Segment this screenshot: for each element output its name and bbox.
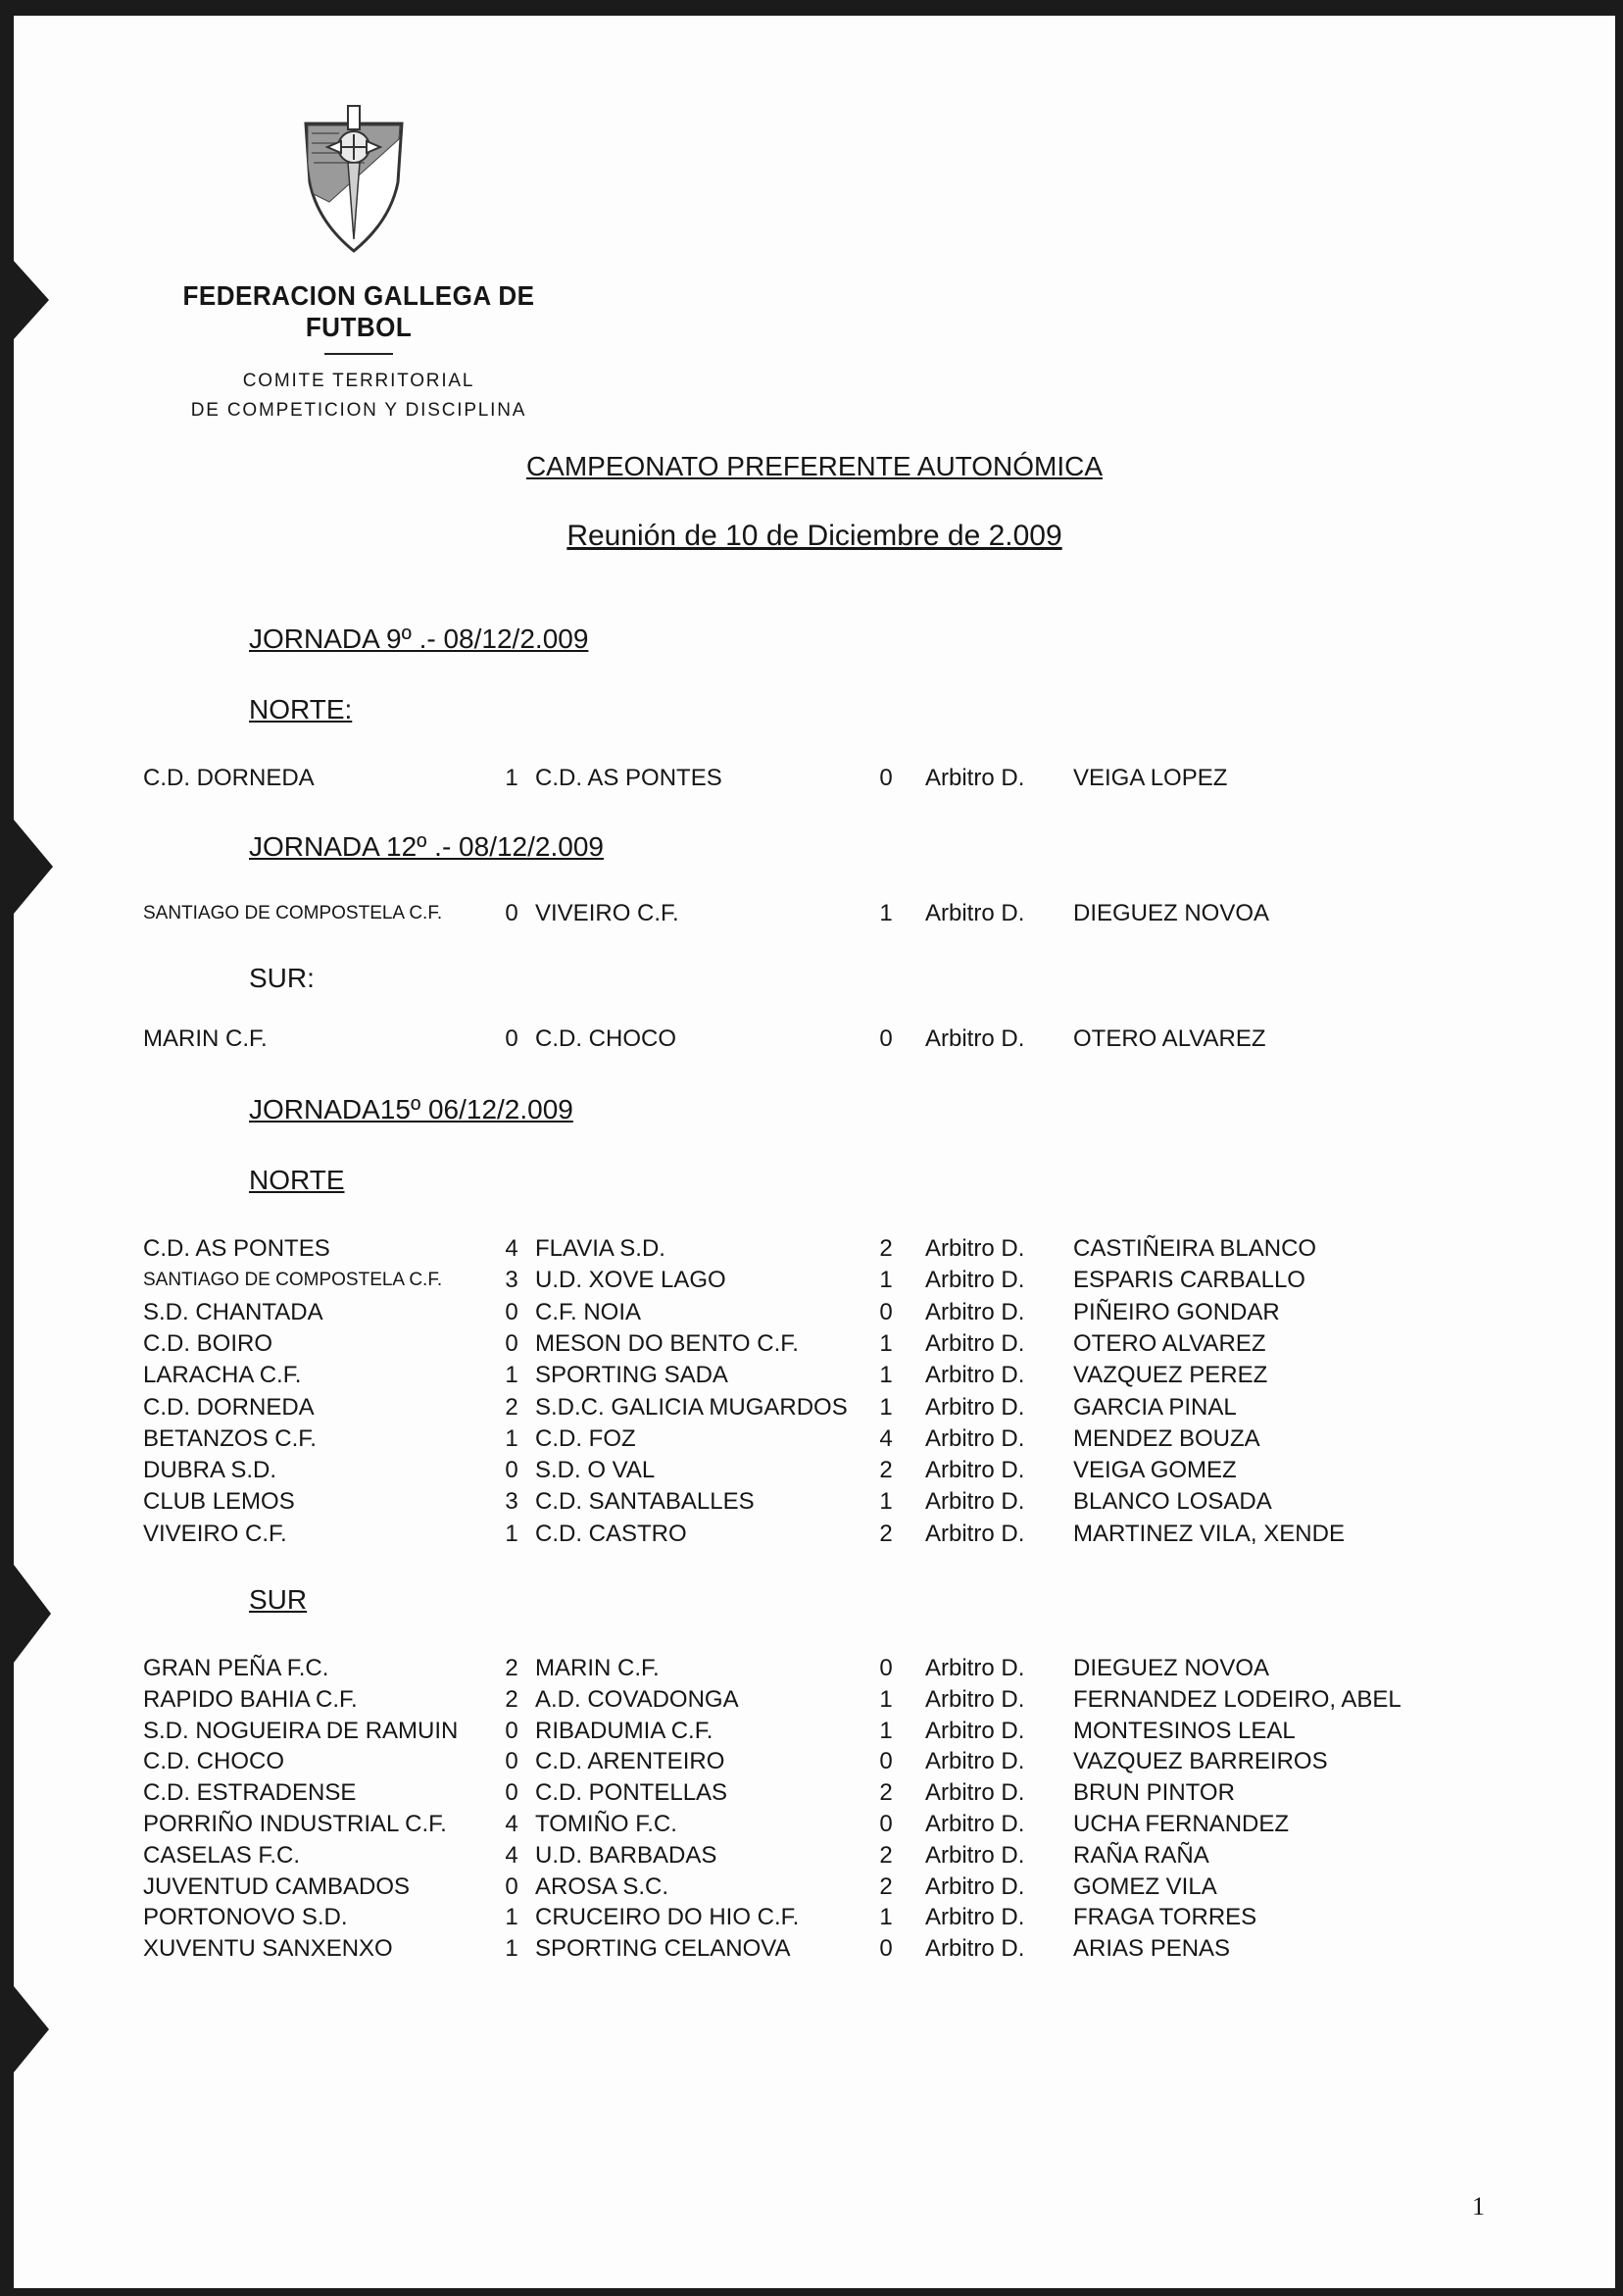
referee-name: MONTESINOS LEAL bbox=[1073, 1717, 1296, 1744]
away-score: 0 bbox=[879, 1748, 893, 1775]
j15-zone-norte: NORTE bbox=[249, 1165, 345, 1195]
organization-name: FEDERACION GALLEGA DE FUTBOL bbox=[182, 280, 535, 342]
home-score: 0 bbox=[505, 1779, 518, 1807]
away-score: 1 bbox=[879, 1329, 893, 1357]
away-score: 2 bbox=[879, 1872, 893, 1900]
home-score: 0 bbox=[505, 1329, 518, 1357]
match-row bbox=[14, 1653, 1615, 1684]
referee-label: Arbitro D. bbox=[925, 1298, 1025, 1325]
scan-edge-mark bbox=[14, 1565, 51, 1663]
home-score: 3 bbox=[505, 1267, 518, 1294]
away-team: S.D. O VAL bbox=[535, 1457, 656, 1484]
referee-name: VEIGA GOMEZ bbox=[1073, 1457, 1237, 1484]
referee-label: Arbitro D. bbox=[925, 1329, 1025, 1357]
home-score: 1 bbox=[505, 765, 518, 791]
home-team: CLUB LEMOS bbox=[143, 1488, 295, 1516]
home-team: C.D. ESTRADENSE bbox=[143, 1779, 357, 1807]
referee-name: UCHA FERNANDEZ bbox=[1073, 1811, 1290, 1837]
home-team: S.D. NOGUEIRA DE RAMUIN bbox=[143, 1717, 459, 1744]
match-row bbox=[14, 1455, 1615, 1486]
jornada-12-heading: JORNADA 12º .- 08/12/2.009 bbox=[249, 831, 604, 862]
referee-name: BRUN PINTOR bbox=[1073, 1779, 1235, 1807]
away-score: 1 bbox=[879, 1362, 893, 1389]
match-row bbox=[14, 1809, 1615, 1840]
match-row bbox=[14, 1023, 1615, 1055]
match-row bbox=[14, 1392, 1615, 1423]
home-score: 4 bbox=[505, 1811, 518, 1837]
championship-title: CAMPEONATO PREFERENTE AUTONÓMICA bbox=[525, 451, 1104, 481]
header-divider bbox=[324, 353, 393, 355]
away-score: 2 bbox=[879, 1457, 893, 1484]
home-team: GRAN PEÑA F.C. bbox=[143, 1655, 329, 1681]
referee-name: FERNANDEZ LODEIRO, ABEL bbox=[1073, 1685, 1402, 1713]
referee-label: Arbitro D. bbox=[925, 1025, 1025, 1052]
referee-label: Arbitro D. bbox=[925, 1841, 1025, 1869]
home-team: S.D. CHANTADA bbox=[143, 1298, 323, 1325]
match-row bbox=[14, 763, 1615, 794]
away-team: U.D. BARBADAS bbox=[535, 1841, 717, 1869]
match-row bbox=[14, 1777, 1615, 1809]
home-score: 2 bbox=[505, 1655, 518, 1681]
referee-name: ESPARIS CARBALLO bbox=[1073, 1267, 1305, 1294]
away-score: 0 bbox=[879, 1025, 893, 1052]
committee-line-1: COMITE TERRITORIAL bbox=[242, 371, 475, 391]
home-team: DUBRA S.D. bbox=[143, 1457, 277, 1484]
match-row bbox=[14, 1902, 1615, 1933]
home-score: 0 bbox=[505, 900, 518, 926]
match-row bbox=[14, 1328, 1615, 1360]
away-score: 1 bbox=[879, 1717, 893, 1744]
home-team: JUVENTUD CAMBADOS bbox=[143, 1872, 411, 1900]
match-row bbox=[14, 1933, 1615, 1965]
away-team: C.D. ARENTEIRO bbox=[535, 1748, 725, 1775]
match-row bbox=[14, 1265, 1615, 1296]
home-team: VIVEIRO C.F. bbox=[143, 1520, 287, 1547]
referee-label: Arbitro D. bbox=[925, 1267, 1025, 1294]
away-team: C.D. CHOCO bbox=[535, 1025, 676, 1052]
referee-label: Arbitro D. bbox=[925, 1935, 1025, 1963]
away-team: TOMIÑO F.C. bbox=[535, 1811, 677, 1837]
federation-header bbox=[133, 280, 584, 425]
referee-label: Arbitro D. bbox=[925, 1362, 1025, 1389]
match-row bbox=[14, 1297, 1615, 1328]
match-row bbox=[14, 1486, 1615, 1518]
home-team: C.D. DORNEDA bbox=[143, 765, 315, 791]
referee-label: Arbitro D. bbox=[925, 1655, 1025, 1681]
home-team: MARIN C.F. bbox=[143, 1025, 268, 1052]
home-score: 4 bbox=[505, 1841, 518, 1869]
away-team: U.D. XOVE LAGO bbox=[535, 1267, 726, 1294]
referee-label: Arbitro D. bbox=[925, 1488, 1025, 1516]
home-score: 1 bbox=[505, 1904, 518, 1931]
match-row bbox=[14, 1684, 1615, 1716]
referee-label: Arbitro D. bbox=[925, 1904, 1025, 1931]
referee-name: FRAGA TORRES bbox=[1073, 1904, 1257, 1931]
home-score: 0 bbox=[505, 1025, 518, 1052]
away-team: C.D. SANTABALLES bbox=[535, 1488, 755, 1516]
home-team: C.D. CHOCO bbox=[143, 1748, 284, 1775]
home-score: 1 bbox=[505, 1520, 518, 1547]
referee-label: Arbitro D. bbox=[925, 900, 1025, 926]
referee-label: Arbitro D. bbox=[925, 1520, 1025, 1547]
home-team: C.D. AS PONTES bbox=[143, 1235, 330, 1262]
referee-name: OTERO ALVAREZ bbox=[1073, 1025, 1266, 1052]
away-team: RIBADUMIA C.F. bbox=[535, 1717, 713, 1744]
away-team: FLAVIA S.D. bbox=[535, 1235, 665, 1262]
away-team: C.D. PONTELLAS bbox=[535, 1779, 728, 1807]
away-team: AROSA S.C. bbox=[535, 1872, 669, 1900]
referee-name: PIÑEIRO GONDAR bbox=[1073, 1298, 1280, 1325]
away-score: 4 bbox=[879, 1424, 893, 1452]
j9-zone-norte: NORTE: bbox=[249, 694, 353, 724]
referee-label: Arbitro D. bbox=[925, 1457, 1025, 1484]
home-score: 1 bbox=[505, 1935, 518, 1963]
away-team: C.D. AS PONTES bbox=[535, 765, 722, 791]
referee-name: BLANCO LOSADA bbox=[1073, 1488, 1272, 1516]
away-score: 0 bbox=[879, 1298, 893, 1325]
home-team: CASELAS F.C. bbox=[143, 1841, 301, 1869]
scan-edge-mark bbox=[14, 261, 49, 339]
match-row bbox=[14, 1360, 1615, 1391]
away-team: VIVEIRO C.F. bbox=[535, 900, 679, 926]
away-team: MARIN C.F. bbox=[535, 1655, 660, 1681]
home-score: 2 bbox=[505, 1393, 518, 1421]
home-team: SANTIAGO DE COMPOSTELA C.F. bbox=[143, 903, 443, 923]
away-score: 2 bbox=[879, 1235, 893, 1262]
match-row bbox=[14, 1840, 1615, 1872]
referee-name: DIEGUEZ NOVOA bbox=[1073, 1655, 1270, 1681]
referee-label: Arbitro D. bbox=[925, 1235, 1025, 1262]
match-row bbox=[14, 1233, 1615, 1265]
away-score: 1 bbox=[879, 1267, 893, 1294]
referee-name: VEIGA LOPEZ bbox=[1073, 765, 1228, 791]
away-score: 1 bbox=[879, 1488, 893, 1516]
referee-name: CASTIÑEIRA BLANCO bbox=[1073, 1235, 1317, 1262]
away-score: 1 bbox=[879, 1685, 893, 1713]
away-score: 1 bbox=[879, 1904, 893, 1931]
home-score: 0 bbox=[505, 1872, 518, 1900]
home-team: LARACHA C.F. bbox=[143, 1362, 302, 1389]
away-score: 2 bbox=[879, 1779, 893, 1807]
match-row bbox=[14, 1423, 1615, 1455]
away-team: CRUCEIRO DO HIO C.F. bbox=[535, 1904, 800, 1931]
referee-label: Arbitro D. bbox=[925, 1779, 1025, 1807]
referee-name: RAÑA RAÑA bbox=[1073, 1841, 1209, 1869]
match-row bbox=[14, 898, 1615, 929]
away-team: C.F. NOIA bbox=[535, 1298, 642, 1325]
home-team: RAPIDO BAHIA C.F. bbox=[143, 1685, 358, 1713]
away-score: 1 bbox=[879, 1393, 893, 1421]
jornada-9-heading: JORNADA 9º .- 08/12/2.009 bbox=[249, 624, 589, 654]
away-team: C.D. CASTRO bbox=[535, 1520, 687, 1547]
home-team: C.D. BOIRO bbox=[143, 1329, 273, 1357]
jornada-15-heading: JORNADA15º 06/12/2.009 bbox=[249, 1094, 573, 1124]
scan-edge-mark bbox=[14, 1986, 49, 2072]
home-score: 0 bbox=[505, 1298, 518, 1325]
away-team: SPORTING SADA bbox=[535, 1362, 728, 1389]
home-score: 4 bbox=[505, 1235, 518, 1262]
referee-label: Arbitro D. bbox=[925, 1748, 1025, 1775]
away-team: SPORTING CELANOVA bbox=[535, 1935, 791, 1963]
away-score: 0 bbox=[879, 1655, 893, 1681]
home-team: BETANZOS C.F. bbox=[143, 1424, 317, 1452]
referee-label: Arbitro D. bbox=[925, 1424, 1025, 1452]
away-score: 2 bbox=[879, 1520, 893, 1547]
away-team: C.D. FOZ bbox=[535, 1424, 636, 1452]
home-team: PORTONOVO S.D. bbox=[143, 1904, 348, 1931]
referee-name: ARIAS PENAS bbox=[1073, 1935, 1231, 1963]
home-score: 1 bbox=[505, 1424, 518, 1452]
referee-label: Arbitro D. bbox=[925, 1811, 1025, 1837]
away-team: S.D.C. GALICIA MUGARDOS bbox=[535, 1393, 848, 1421]
away-score: 0 bbox=[879, 765, 893, 791]
away-score: 1 bbox=[879, 900, 893, 926]
home-team: SANTIAGO DE COMPOSTELA C.F. bbox=[143, 1270, 443, 1291]
home-score: 0 bbox=[505, 1457, 518, 1484]
away-score: 0 bbox=[879, 1811, 893, 1837]
referee-label: Arbitro D. bbox=[925, 1717, 1025, 1744]
referee-name: OTERO ALVAREZ bbox=[1073, 1329, 1266, 1357]
referee-label: Arbitro D. bbox=[925, 765, 1025, 791]
referee-name: GOMEZ VILA bbox=[1073, 1872, 1217, 1900]
away-team: A.D. COVADONGA bbox=[535, 1685, 739, 1713]
match-row bbox=[14, 1519, 1615, 1550]
referee-name: VAZQUEZ PEREZ bbox=[1073, 1362, 1268, 1389]
home-team: PORRIÑO INDUSTRIAL C.F. bbox=[143, 1811, 447, 1837]
referee-name: DIEGUEZ NOVOA bbox=[1073, 900, 1270, 926]
home-score: 1 bbox=[505, 1362, 518, 1389]
home-team: C.D. DORNEDA bbox=[143, 1393, 315, 1421]
away-team: MESON DO BENTO C.F. bbox=[535, 1329, 799, 1357]
away-score: 0 bbox=[879, 1935, 893, 1963]
document-page bbox=[14, 16, 1615, 2288]
federation-crest-icon bbox=[300, 104, 408, 253]
match-row bbox=[14, 1716, 1615, 1747]
match-row bbox=[14, 1872, 1615, 1903]
away-score: 2 bbox=[879, 1841, 893, 1869]
home-score: 0 bbox=[505, 1748, 518, 1775]
home-score: 2 bbox=[505, 1685, 518, 1713]
j12-zone-sur: SUR: bbox=[249, 963, 315, 993]
meeting-date: Reunión de 10 de Diciembre de 2.009 bbox=[566, 520, 1062, 552]
referee-name: MENDEZ BOUZA bbox=[1073, 1424, 1260, 1452]
committee-line-2: DE COMPETICION Y DISCIPLINA bbox=[190, 400, 527, 421]
home-score: 3 bbox=[505, 1488, 518, 1516]
referee-label: Arbitro D. bbox=[925, 1393, 1025, 1421]
referee-label: Arbitro D. bbox=[925, 1872, 1025, 1900]
referee-name: VAZQUEZ BARREIROS bbox=[1073, 1748, 1328, 1775]
match-row bbox=[14, 1746, 1615, 1777]
referee-name: GARCIA PINAL bbox=[1073, 1393, 1237, 1421]
referee-name: MARTINEZ VILA, XENDE bbox=[1073, 1520, 1345, 1547]
referee-label: Arbitro D. bbox=[925, 1685, 1025, 1713]
home-score: 0 bbox=[505, 1717, 518, 1744]
j15-zone-sur: SUR bbox=[249, 1584, 308, 1615]
home-team: XUVENTU SANXENXO bbox=[143, 1935, 393, 1963]
page-number: 1 bbox=[1472, 2192, 1485, 2221]
